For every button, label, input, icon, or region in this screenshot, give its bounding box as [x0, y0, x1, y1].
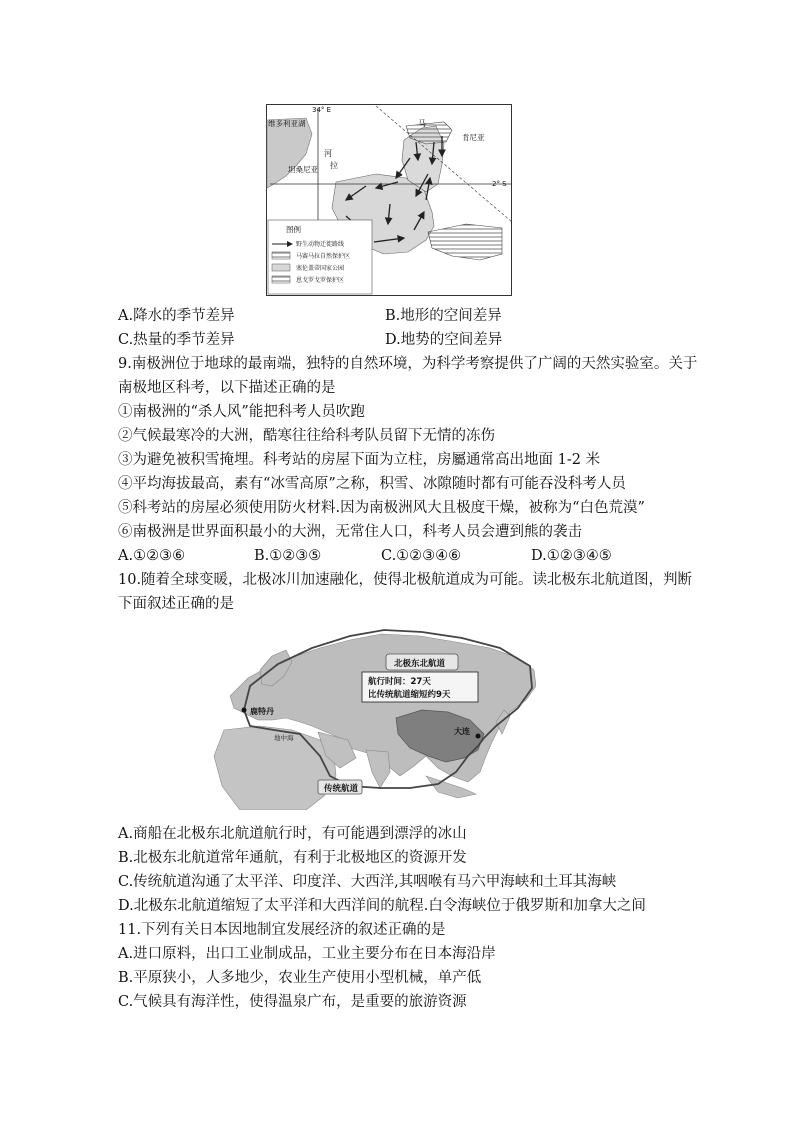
legend-item-1: 野生动物迁徙路线	[296, 241, 345, 248]
q11-option-c: C.气候具有海洋性，使得温泉广布，是重要的旅游资源	[118, 994, 467, 1010]
q9-option-c: C.①②③④⑥	[381, 548, 462, 564]
q10-option-d: D.北极东北航道缩短了太平洋和大西洋间的航程.白令海峡位于俄罗斯和加拿大之间	[118, 898, 646, 914]
rotterdam-label: 鹿特丹	[250, 707, 274, 716]
dalian-label: 大连	[454, 727, 470, 736]
q8-option-c: C.热量的季节差异	[118, 332, 235, 348]
q9-item-1: ①南极洲的“杀人风”能把科考人员吹跑	[118, 404, 365, 420]
info-line2: 比传统航道缩短约9天	[368, 690, 451, 700]
parallel-label: 2° S	[492, 180, 507, 188]
q10-option-b: B.北极东北航道常年通航，有利于北极地区的资源开发	[118, 850, 467, 866]
q9-item-3: ③为避免被积雪掩埋。科考站的房屋下面为立柱，房屬通常高出地面 1-2 米	[118, 452, 601, 468]
migration-map	[266, 104, 512, 296]
legend-swatch-ngorongoro	[272, 276, 290, 283]
q9-item-2: ②气候最寒冷的大洲，酷寒往往给科考队员留下无情的冻伤	[118, 428, 495, 444]
q11-stem: 11.下列有关日本因地制宜发展经济的叙述正确的是	[118, 922, 446, 938]
q9-option-b: B.①②③⑤	[254, 548, 322, 564]
legend-item-3: 塞伦盖蒂国家公园	[296, 265, 345, 272]
tanzania-label: 坦桑尼亚	[288, 165, 318, 174]
q11-option-a: A.进口原料，出口工业制成品，工业主要分布在日本海沿岸	[118, 946, 496, 962]
arctic-route-map	[200, 626, 536, 810]
info-line1: 航行时间：27天	[368, 677, 431, 687]
sea-label: 地中海	[274, 734, 294, 742]
q10-stem-line2: 下面叙述正确的是	[118, 596, 234, 612]
legend-item-2: 马赛马拉自然保护区	[296, 253, 351, 260]
q9-stem-line1: 9.南极洲位于地球的最南端，独特的自然环境，为科学考察提供了广阔的天然实验室。关于	[118, 356, 698, 372]
q9-item-6: ⑥南极洲是世界面积最小的大洲，无常住人口，科考人员会遭到熊的袭击	[118, 524, 582, 540]
ma-label: 马	[418, 119, 426, 128]
traditional-label: 传统航道	[324, 784, 359, 794]
lake-label: 维多利亚湖	[268, 119, 306, 128]
q10-option-c: C.传统航道沟通了太平洋、印度洋、大西洋,其咽喉有马六甲海峡和土耳其海峡	[118, 874, 617, 890]
route-label: 北极东北航道	[394, 659, 446, 669]
q10-stem-line1: 10.随着全球变暖，北极冰川加速融化，使得北极航道成为可能。读北极东北航道图，判断	[118, 572, 693, 588]
q11-option-b: B.平原狭小，人多地少，农业生产使用小型机械，单产低	[118, 970, 482, 986]
q9-option-a: A.①②③⑥	[118, 548, 186, 564]
legend-title: 图例	[286, 225, 301, 234]
legend-item-4: 恩戈罗戈罗保护区	[296, 277, 345, 284]
q9-item-5: ⑤科考站的房屋必须使用防火材料.因为南极洲风大且极度干燥，被称为“白色荒漠”	[118, 500, 645, 516]
meridian-label: 34° E	[312, 106, 332, 114]
q10-option-a: A.商船在北极东北航道航行时，有可能遇到漂浮的冰山	[118, 826, 467, 842]
q9-option-d: D.①②③④⑤	[531, 548, 612, 564]
river-label: 河	[324, 149, 332, 158]
q8-option-a: A.降水的季节差异	[118, 308, 235, 324]
map-legend	[268, 220, 372, 294]
q9-item-4: ④平均海拔最高，素有“冰雪高原”之称，积雪、冰隙随时都有可能吞没科考人员	[118, 476, 626, 492]
q8-option-b: B.地形的空间差异	[385, 308, 502, 324]
la-label: 拉	[330, 161, 338, 170]
legend-swatch-mara	[272, 252, 290, 259]
rotterdam-dot	[242, 708, 247, 713]
dalian-dot	[476, 734, 481, 739]
kenya-label: 肯尼亚	[462, 133, 485, 142]
q9-stem-line2: 南极地区科考，以下描述正确的是	[118, 380, 336, 396]
q8-option-d: D.地势的空间差异	[385, 332, 503, 348]
legend-swatch-serengeti	[272, 264, 290, 271]
